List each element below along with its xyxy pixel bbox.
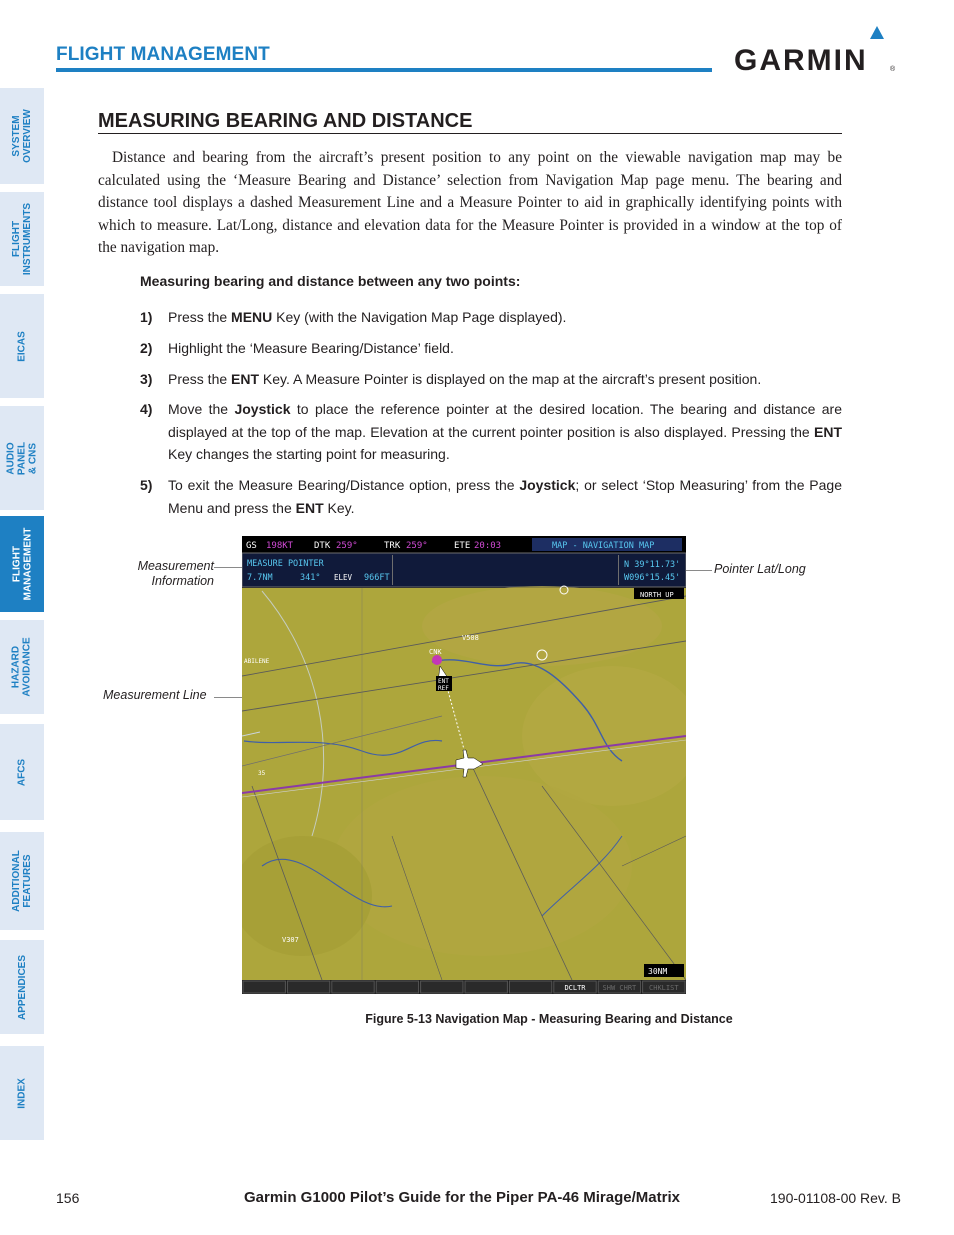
tab-flight-instruments[interactable]: FLIGHT INSTRUMENTS	[0, 192, 44, 286]
tab-audio-panel-cns[interactable]: AUDIO PANEL & CNS	[0, 406, 44, 510]
callout-measurement-info: Measurement Information	[137, 559, 214, 588]
procedure-step	[140, 306, 842, 329]
softkey-label: SHW CHRT	[602, 984, 637, 992]
footer-title: Garmin G1000 Pilot’s Guide for the Piper PA-46 Mirage/Matrix	[244, 1189, 680, 1206]
step-text: Press the MENU Key (with the Navigation Map Page displayed).	[168, 309, 567, 325]
leader-line	[214, 567, 244, 568]
softkey[interactable]	[509, 981, 551, 993]
step-number: 3)	[140, 371, 153, 387]
callout-pointer-latlong: Pointer Lat/Long	[714, 562, 806, 576]
airway-label-v508: V508	[462, 634, 479, 642]
step-number: 5)	[140, 477, 153, 493]
measure-pointer-label: MEASURE POINTER	[247, 559, 324, 569]
garmin-logo-text: GARMIN	[734, 44, 868, 77]
trk-label: TRK	[384, 541, 401, 551]
dtk-value: 259°	[336, 541, 358, 551]
softkey[interactable]	[287, 981, 329, 993]
ete-value: 20:03	[474, 541, 502, 551]
tab-additional-features[interactable]: ADDITIONAL FEATURES	[0, 832, 44, 930]
airport-label: CNK	[429, 648, 442, 656]
orientation-label: NORTH UP	[640, 591, 674, 599]
tab-afcs[interactable]: AFCS	[0, 724, 44, 820]
elev-label: ELEV	[334, 573, 353, 582]
step-number: 4)	[140, 401, 153, 417]
step-text: Move the Joystick to place the reference pointer at the desired location. The bearing and distance are displayed at the top of the map. Elevation at the current pointer position is also displayed. Pressing the ENT Key changes the starting point for measuring.	[168, 401, 842, 462]
tab-flight-management[interactable]: FLIGHT MANAGEMENT	[0, 516, 44, 612]
procedure-step	[140, 368, 842, 391]
procedure-step	[140, 474, 842, 519]
pointer-lon: W096°15.45'	[624, 573, 681, 583]
step-number: 1)	[140, 309, 153, 325]
section-header: FLIGHT MANAGEMENT	[56, 44, 270, 65]
dtk-label: DTK	[314, 541, 331, 551]
procedure-step	[140, 398, 842, 466]
range-label: 30NM	[648, 967, 668, 976]
mfd-screen	[242, 536, 686, 994]
softkey[interactable]	[376, 981, 418, 993]
softkey[interactable]	[243, 981, 285, 993]
garmin-logo	[734, 26, 898, 76]
tab-hazard-avoidance[interactable]: HAZARD AVOIDANCE	[0, 620, 44, 714]
tab-system-overview[interactable]: SYSTEM OVERVIEW	[0, 88, 44, 184]
step-text: To exit the Measure Bearing/Distance option, press the Joystick; or select ‘Stop Measuring’ from the Page Menu and press the ENT Key.	[168, 477, 842, 516]
page-number: 156	[56, 1190, 80, 1206]
step-text: Highlight the ‘Measure Bearing/Distance’ field.	[168, 340, 454, 356]
navigation-map-figure	[242, 536, 686, 994]
section-rule	[98, 133, 842, 134]
header-rule	[56, 68, 712, 72]
procedure-step	[140, 337, 842, 360]
registered-mark: ®	[890, 66, 896, 73]
garmin-triangle-icon	[870, 26, 884, 39]
step-number: 2)	[140, 340, 153, 356]
tab-appendices[interactable]: APPENDICES	[0, 940, 44, 1034]
ref-label: REF	[438, 685, 449, 692]
gs-label: GS	[246, 541, 257, 551]
section-title: MEASURING BEARING AND DISTANCE	[98, 110, 473, 132]
ete-label: ETE	[454, 541, 471, 551]
softkey[interactable]	[465, 981, 507, 993]
measure-distance: 7.7NM	[247, 573, 273, 583]
document-number: 190-01108-00 Rev. B	[770, 1190, 902, 1206]
city-label: ABILENE	[244, 658, 270, 665]
softkey-label: CHKLIST	[649, 984, 679, 992]
softkey-label: DCLTR	[564, 984, 586, 992]
figure-caption: Figure 5-13 Navigation Map - Measuring Bearing and Distance	[365, 1012, 733, 1026]
terrain-map	[242, 586, 686, 980]
airway-label-v307: V307	[282, 936, 299, 944]
softkey[interactable]	[421, 981, 463, 993]
softkey[interactable]	[332, 981, 374, 993]
trk-value: 259°	[406, 541, 428, 551]
highway-label: 35	[258, 770, 266, 777]
procedure-title: Measuring bearing and distance between any two points:	[140, 273, 521, 289]
intro-paragraph: Distance and bearing from the aircraft’s present position to any point on the viewable navigation map may be calculated using the ‘Measure Bearing and Distance’ selection from Navigation Map page menu. The bearing and distance tool displays a dashed Measurement Line and a Measure Pointer to aid in graphically identifying points with which to measure. Lat/Long, distance and elevation data for the Measure Pointer is provided in a window at the top of the navigation map.	[98, 149, 842, 256]
elev-value: 966FT	[364, 573, 390, 583]
ent-label: ENT	[438, 678, 449, 685]
page-title: MAP - NAVIGATION MAP	[552, 541, 655, 551]
tab-index[interactable]: INDEX	[0, 1046, 44, 1140]
gs-value: 198KT	[266, 541, 294, 551]
measure-bearing: 341°	[300, 573, 321, 583]
step-text: Press the ENT Key. A Measure Pointer is displayed on the map at the aircraft’s present position.	[168, 371, 762, 387]
callout-measurement-line: Measurement Line	[103, 688, 207, 702]
pointer-lat: N 39°11.73'	[624, 560, 681, 570]
tab-eicas[interactable]: EICAS	[0, 294, 44, 398]
